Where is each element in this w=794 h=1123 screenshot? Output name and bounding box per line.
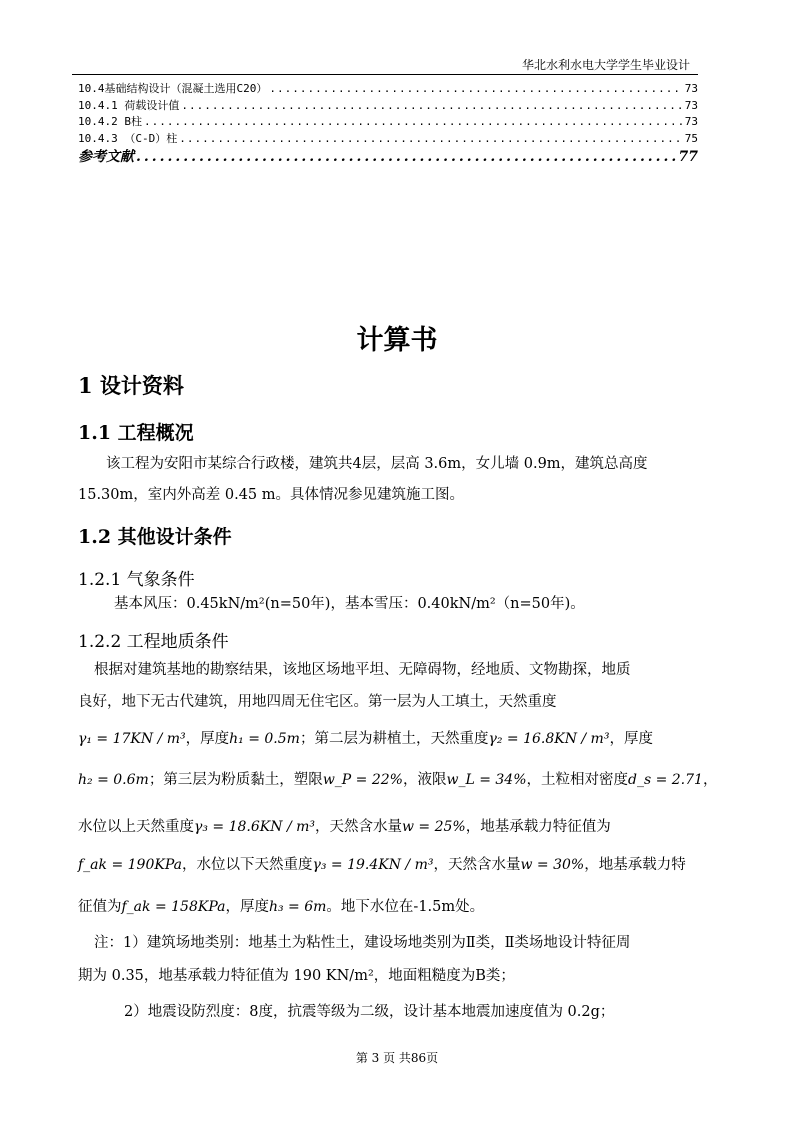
paragraph-line — [78, 857, 698, 874]
formula: γ₁ = 17KN / m³ — [78, 731, 186, 747]
text-run: ，地基承载力特征值为 — [465, 819, 611, 835]
toc-entry-label: 10.4.3 （C-D）柱 — [78, 131, 178, 145]
subsection-heading: 1.2 其他设计条件 — [78, 526, 232, 548]
text-run: ，天然含水量 — [315, 819, 402, 835]
formula: h₁ = 0.5m — [229, 731, 300, 747]
page-header — [72, 54, 698, 75]
toc-row[interactable] — [78, 80, 698, 97]
subsubsection-heading: 1.2.2 工程地质条件 — [78, 632, 229, 652]
toc-leader — [144, 115, 683, 128]
paragraph-line — [78, 731, 698, 748]
toc-leader — [179, 132, 683, 145]
text-run: 水位以上天然重度 — [78, 819, 194, 835]
paragraph-line — [78, 772, 718, 789]
toc-page-number: 73 — [684, 115, 698, 128]
text-run: ， — [702, 772, 718, 788]
document-title: 计算书 — [356, 325, 438, 356]
formula: γ₃ = 19.4KN / m³ — [312, 857, 434, 873]
text-run: ；第三层为粉质黏土，塑限 — [148, 772, 323, 788]
paragraph-line: 15.30m，室内外高差 0.45 m。具体情况参见建筑施工图。 — [78, 487, 465, 503]
header-school: 华北水利水电大学学生毕业设计 — [521, 58, 690, 72]
formula: h₂ = 0.6m — [78, 772, 149, 788]
formula: d_s = 2.71 — [628, 772, 703, 788]
text-run: ；第二层为耕植土，天然重度 — [299, 731, 489, 747]
formula: γ₂ = 16.8KN / m³ — [488, 731, 610, 747]
note-line: 注：1）建筑场地类别：地基土为粘性土，建设场地类别为Ⅱ类，Ⅱ类场地设计特征周 — [94, 935, 631, 951]
paragraph-line: 根据对建筑基地的勘察结果，该地区场地平坦、无障碍物，经地质、文物勘探，地质 — [94, 662, 631, 678]
toc-row[interactable] — [78, 113, 698, 130]
text-run: 。地下水位在-1.5m处。 — [326, 899, 485, 915]
note-line: 2）地震设防烈度：8度，抗震等级为二级，设计基本地震加速度值为 0.2g； — [124, 1004, 615, 1020]
toc-row-references[interactable] — [78, 146, 698, 168]
paragraph-line: 该工程为安阳市某综合行政楼，建筑共4层，层高 3.6m，女儿墙 0.9m，建筑总高度 — [106, 456, 648, 472]
formula: w_L = 34% — [446, 772, 527, 788]
toc-page-number: 75 — [684, 131, 698, 145]
formula: f_ak = 158KPa — [121, 899, 226, 915]
text-run: ，厚度 — [185, 731, 230, 747]
toc-page-number: 73 — [684, 98, 698, 112]
section-heading: 1 设计资料 — [78, 373, 184, 398]
toc-page-number: 77 — [678, 149, 698, 165]
text-run: 征值为 — [78, 899, 122, 915]
paragraph-line: 基本风压：0.45kN/m²(n=50年)，基本雪压：0.40kN/m²（n=50年)。 — [114, 596, 585, 612]
toc-entry-label: 10.4.1 荷载设计值 — [78, 98, 180, 112]
toc-row[interactable] — [78, 130, 698, 147]
toc-entry-label: 参考文献 — [78, 149, 134, 165]
toc-leader — [269, 82, 682, 95]
toc-entry-label: 10.4基础结构设计（混凝土选用C20） — [78, 82, 268, 95]
toc-leader — [136, 149, 677, 165]
page-footer: 第 3 页 共86页 — [355, 1051, 439, 1065]
text-run: ，液限 — [402, 772, 447, 788]
formula: h₃ = 6m — [268, 899, 327, 915]
formula: γ₃ = 18.6KN / m³ — [194, 819, 315, 835]
paragraph-line — [78, 899, 698, 916]
formula: w = 25% — [402, 819, 466, 835]
text-run: ，土粒相对密度 — [526, 772, 628, 788]
paragraph-line: 良好，地下无古代建筑，用地四周无住宅区。第一层为人工填土，天然重度 — [78, 694, 557, 710]
subsubsection-heading: 1.2.1 气象条件 — [78, 570, 195, 590]
formula: w_P = 22% — [322, 772, 403, 788]
note-line: 期为 0.35，地基承载力特征值为 190 KN/m²，地面粗糙度为B类； — [78, 968, 515, 984]
text-run: ，天然含水量 — [433, 857, 521, 873]
paragraph-line — [78, 819, 698, 836]
toc-entry-label: 10.4.2 B柱 — [78, 115, 142, 128]
formula: w = 30% — [520, 857, 585, 873]
text-run: ，水位以下天然重度 — [181, 857, 313, 873]
formula: f_ak = 190KPa — [78, 857, 182, 873]
toc-leader — [181, 99, 682, 112]
text-run: ，地基承载力特 — [584, 857, 686, 873]
text-run: ，厚度 — [225, 899, 269, 915]
toc-page-number: 73 — [684, 82, 698, 95]
text-run: ，厚度 — [609, 731, 653, 747]
subsection-heading: 1.1 工程概况 — [78, 422, 194, 444]
toc-row[interactable] — [78, 97, 698, 114]
table-of-contents — [78, 80, 698, 168]
